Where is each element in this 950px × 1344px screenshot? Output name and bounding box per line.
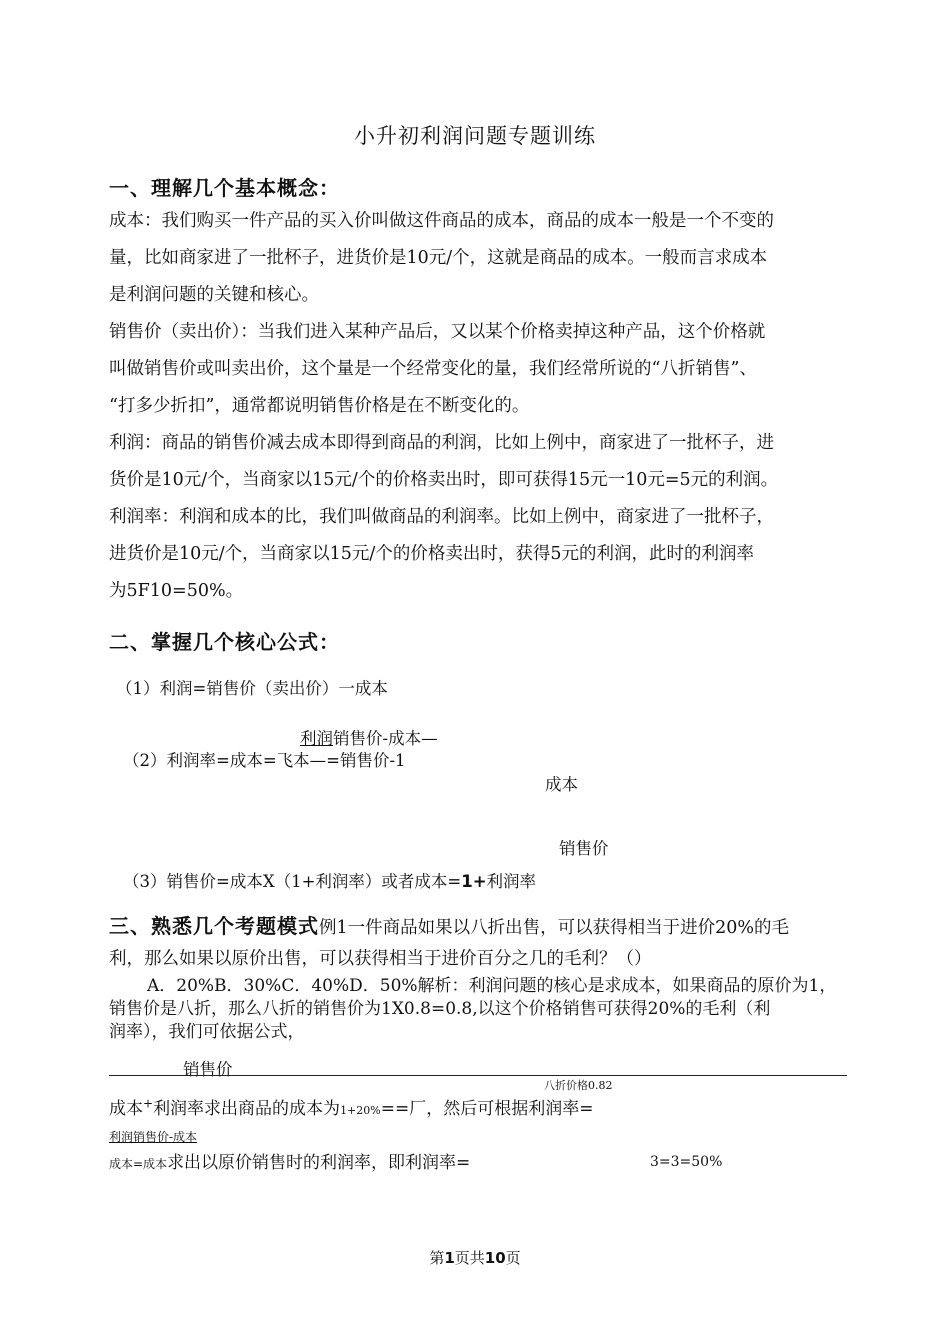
page-footer — [0, 1247, 950, 1268]
discount-price-label: 八折价格0.82 — [544, 1079, 613, 1092]
section-1-heading: 一、理解几个基本概念： — [109, 176, 340, 200]
page-title: 小升初利润问题专题训练 — [354, 124, 596, 148]
cost-formula-part-d: 1+20% — [340, 1104, 381, 1117]
example-1-line-1: 例1一件商品如果以八折出售，可以获得相当于进价20%的毛 — [319, 918, 790, 938]
rate-formula-part-a: 成本=成本 — [109, 1157, 168, 1171]
rate-line: 进货价是10元/个，当商家以15元/个的价格卖出时，获得5元的利润，此时的利润率 — [109, 544, 754, 564]
rate-formula-numerator: 利润销售价-成本 — [109, 1130, 198, 1144]
formula-3-part-b: 1+ — [461, 872, 487, 891]
formula-3 — [123, 868, 536, 892]
formula-3-part-a: （3）销售价=成本X（1+利润率）或者成本= — [123, 872, 462, 891]
rate-line: 为5F10=50%。 — [109, 581, 244, 601]
cost-formula-part-b: + — [143, 1096, 154, 1111]
cost-line: 是利润问题的关键和核心。 — [109, 285, 319, 305]
cost-formula-part-e: ==厂，然后可根据利润率= — [380, 1099, 594, 1119]
rate-formula-line — [109, 1148, 470, 1173]
profit-line: 利润：商品的销售价减去成本即得到商品的利润，比如上例中，商家进了一批杯子，进 — [109, 433, 774, 453]
footer-text-b: 页共 — [454, 1249, 485, 1267]
price-line: 叫做销售价或叫卖出价，这个量是一个经常变化的量，我们经常所说的“八折销售”、 — [109, 359, 757, 379]
section-2-heading: 二、掌握几个核心公式： — [109, 630, 340, 654]
rate-formula-part-b: 求出以原价销售时的利润率，即利润率= — [167, 1153, 471, 1173]
footer-page-number: 1 — [444, 1249, 455, 1267]
formula-1: （1）利润=销售价（卖出价）一成本 — [116, 679, 388, 698]
cost-formula-line — [109, 1094, 593, 1119]
profit-line: 货价是10元/个，当商家以15元/个的价格卖出时，即可获得15元一10元=5元的利润。 — [109, 470, 779, 490]
formula-2-numerator — [300, 725, 438, 749]
price-line: “打多少折扣”，通常都说明销售价格是在不断变化的。 — [109, 396, 530, 416]
section-3-heading: 三、熟悉几个考题模式 — [109, 914, 319, 938]
solution-line: 销售价是八折，那么八折的销售价为1X0.8=0.8,以这个价格销售可获得20%的毛利（利 — [109, 999, 771, 1019]
footer-text-a: 第 — [429, 1249, 445, 1267]
fraction-bar — [109, 1075, 847, 1076]
example-1-line-2: 利，那么如果以原价出售，可以获得相当于进价百分之几的毛利？（） — [109, 949, 652, 969]
formula-3-part-c: 利润率 — [486, 872, 537, 891]
rate-line: 利润率：利润和成本的比，我们叫做商品的利润率。比如上例中，商家进了一批杯子， — [109, 507, 774, 527]
fraction-numerator: 销售价 — [183, 1060, 233, 1079]
cost-formula-part-a: 成本 — [109, 1099, 143, 1119]
formula-2: （2）利润率=成本=飞本—=销售价-1 — [123, 751, 406, 770]
solution-text — [109, 975, 849, 1044]
formula-2-numerator-underlined: 利润 — [300, 729, 333, 748]
section-3-header-line — [109, 910, 849, 939]
section-1-body — [109, 203, 844, 610]
formula-3-numerator: 销售价 — [559, 839, 609, 858]
footer-page-total: 10 — [484, 1249, 506, 1267]
formula-2-denominator: 成本 — [545, 775, 578, 794]
price-line: 销售价（卖出价）：当我们进入某种产品后，又以某个价格卖掉这种产品，这个价格就 — [109, 322, 766, 342]
cost-line: 成本：我们购买一件产品的买入价叫做这件商品的成本，商品的成本一般是一个不变的 — [109, 211, 774, 231]
cost-formula-part-c: 利润率求出商品的成本为 — [153, 1099, 341, 1119]
cost-line: 量，比如商家进了一批杯子，进货价是10元/个，这就是商品的成本。一般而言求成本 — [109, 248, 768, 268]
rate-result: 3=3=50% — [650, 1154, 723, 1166]
footer-text-c: 页 — [505, 1249, 521, 1267]
solution-line: A．20%B．30%C．40%D．50%解析：利润问题的核心是求成本，如果商品的原价为1， — [147, 976, 837, 996]
formula-2-numerator-rest: 销售价-成本— — [333, 729, 438, 748]
solution-line: 润率），我们可依据公式， — [109, 1022, 305, 1042]
